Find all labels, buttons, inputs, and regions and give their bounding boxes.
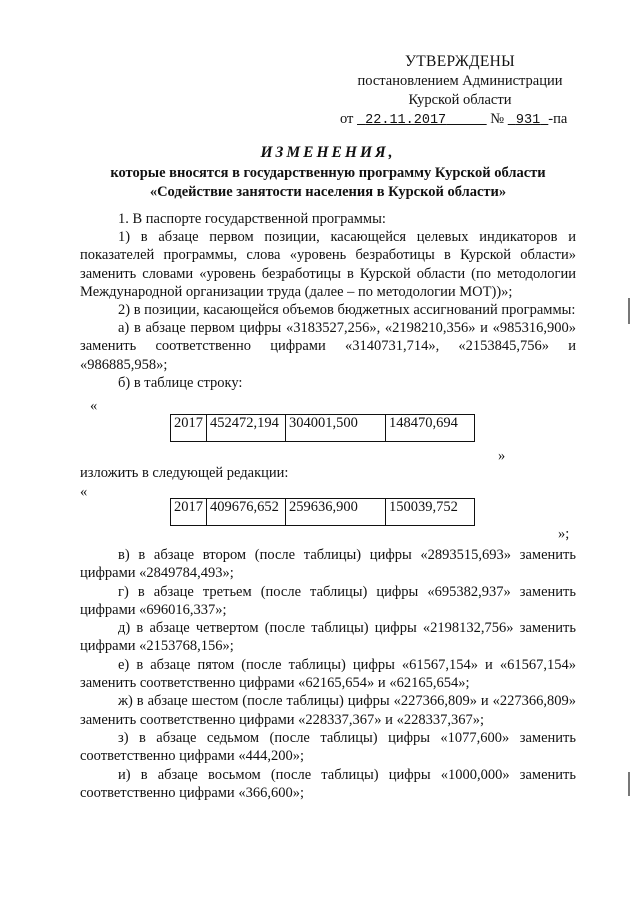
quote-open-1: « bbox=[90, 398, 98, 414]
document-body bbox=[80, 210, 576, 392]
paragraph-13: и) в абзаце восьмом (после таблицы) цифры «1000,000» заменить соответственно цифрами «366,600»; bbox=[80, 766, 576, 801]
table-cell: 304001,500 bbox=[286, 415, 386, 442]
table-cell: 452472,194 bbox=[207, 415, 286, 442]
heading-line-1: которые вносятся в государственную программу Курской области bbox=[110, 165, 546, 181]
paragraph-10: е) в абзаце пятом (после таблицы) цифры «61567,154» и «61567,154» заменить соответственно цифрами «62165,654» и «62165,654»; bbox=[80, 656, 576, 692]
paragraph-2: 1) в абзаце первом позиции, касающейся целевых индикаторов и показателей программы, слова «уровень безработицы в Курской области» заменить словами «уровень безработицы в Курской области (по методологии Международной организации труда (далее – по методологии МОТ))»; bbox=[80, 229, 576, 300]
approval-date-line bbox=[340, 110, 580, 130]
quote-close-1: » bbox=[498, 448, 506, 464]
paragraph-1: 1. В паспорте государственной программы: bbox=[118, 211, 386, 227]
paragraph-12: з) в абзаце седьмом (после таблицы) цифры «1077,600» заменить соответственно цифрами «444,200»; bbox=[80, 729, 576, 765]
table-cell: 2017 bbox=[171, 499, 207, 526]
table-row bbox=[171, 415, 475, 442]
number-suffix: -па bbox=[548, 111, 568, 127]
date-prefix: от bbox=[340, 111, 354, 127]
paragraph-11: ж) в абзаце шестом (после таблицы) цифры «227366,809» и «227366,809» заменить соответственно цифрами «228337,367» и «228337,367»; bbox=[80, 693, 576, 728]
approval-stamp bbox=[340, 52, 580, 130]
table-cell: 2017 bbox=[171, 415, 207, 442]
table-old-row bbox=[170, 414, 475, 442]
approval-number: 931 bbox=[515, 113, 541, 128]
paragraph-3: 2) в позиции, касающейся объемов бюджетных ассигнований программы: bbox=[118, 302, 576, 319]
paragraph-5: б) в таблице строку: bbox=[118, 374, 243, 391]
table-cell: 259636,900 bbox=[286, 499, 386, 526]
heading-title: ИЗМЕНЕНИЯ, bbox=[260, 144, 396, 161]
quote-close-2: »; bbox=[558, 526, 570, 542]
scan-edge-mark bbox=[628, 298, 630, 324]
number-prefix: № bbox=[490, 111, 505, 127]
approval-line-2: Курской области bbox=[408, 92, 512, 108]
paragraph-8: г) в абзаце третьем (после таблицы) цифры «695382,937» заменить цифрами «696016,337»; bbox=[80, 583, 576, 618]
quote-open-2: « bbox=[80, 484, 88, 500]
paragraph-7: в) в абзаце втором (после таблицы) цифры «2893515,693» заменить цифрами «2849784,493»; bbox=[80, 547, 576, 582]
scan-edge-mark bbox=[628, 772, 630, 796]
table-cell: 148470,694 bbox=[386, 415, 475, 442]
table-new-row bbox=[170, 498, 475, 526]
paragraph-9: д) в абзаце четвертом (после таблицы) цифры «2198132,756» заменить цифрами «2153768,156»; bbox=[80, 620, 576, 655]
table-cell: 409676,652 bbox=[207, 499, 286, 526]
paragraph-4: а) в абзаце первом цифры «3183527,256», «2198210,356» и «985316,900» заменить соответственно цифрами «3140731,714», «2153845,756» и «986885,958»; bbox=[80, 320, 576, 373]
table-cell: 150039,752 bbox=[386, 499, 475, 526]
document-body-3 bbox=[80, 546, 576, 802]
document-body-2 bbox=[80, 464, 576, 482]
approval-date: 22.11.2017 bbox=[365, 113, 447, 128]
approval-line-1: постановлением Администрации bbox=[357, 73, 563, 89]
heading-line-2: «Содействие занятости населения в Курской области» bbox=[149, 184, 507, 200]
table-row bbox=[171, 499, 475, 526]
document-heading bbox=[78, 142, 578, 202]
approval-title: УТВЕРЖДЕНЫ bbox=[405, 53, 515, 70]
paragraph-6: изложить в следующей редакции: bbox=[80, 465, 289, 481]
